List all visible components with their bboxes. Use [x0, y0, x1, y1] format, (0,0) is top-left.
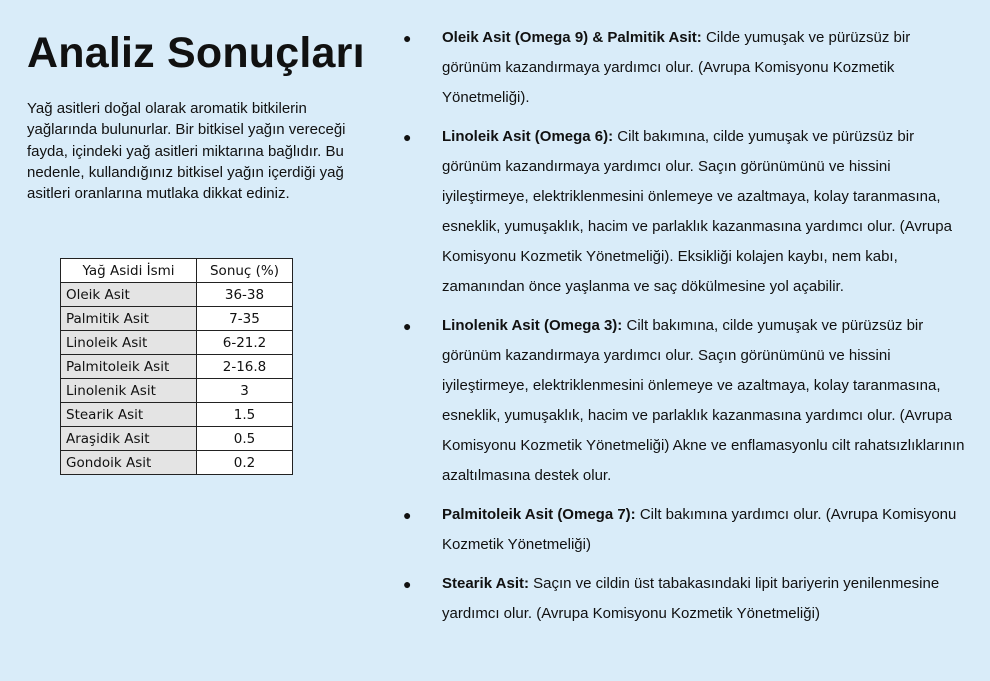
acid-name-cell: Araşidik Asit — [61, 427, 197, 451]
acid-description: Cilt bakımına, cilde yumuşak ve pürüzsüz bir görünüm kazandırmaya yardımcı olur. Saçın görünümünü ve hissini iyileştirmeye, elektriklenmesini önlemeye ve azaltmaya, kolay taranmasına, esneklik, yumuşaklık, hacim ve parlaklık kazanmasına yardımcı olur. (Avrupa Komisyonu Kozmetik Yönetmeliği) Akne ve enflamasyonlu cilt rahatsızlıklarının azaltılmasına destek olur. — [442, 317, 965, 484]
acid-term: Linoleik Asit (Omega 6): — [442, 128, 614, 145]
benefits-list — [403, 23, 973, 638]
bullet-icon: ● — [403, 30, 412, 46]
acid-name-cell: Gondoik Asit — [61, 451, 197, 475]
bullet-icon: ● — [403, 129, 412, 145]
list-item — [403, 23, 973, 113]
intro-paragraph: Yağ asitleri doğal olarak aromatik bitkilerin yağlarında bulunurlar. Bir bitkisel yağın vereceği fayda, içindeki yağ asitleri miktarına bağlıdır. Bu nedenle, kullandığınız bitkisel yağın içerdiği yağ asitleri oranlarına mutlaka dikkat ediniz. — [27, 100, 346, 203]
table-row — [61, 403, 293, 427]
list-item — [403, 311, 973, 491]
table-row — [61, 283, 293, 307]
table-row — [61, 331, 293, 355]
table-row — [61, 427, 293, 451]
list-item — [403, 569, 973, 629]
bullet-icon: ● — [403, 576, 412, 592]
acid-name-cell: Linoleik Asit — [61, 331, 197, 355]
table-row — [61, 451, 293, 475]
acid-value-cell: 6-21.2 — [197, 331, 293, 355]
acid-value-cell: 7-35 — [197, 307, 293, 331]
table-header-row — [61, 259, 293, 283]
list-item — [403, 500, 973, 560]
acid-description: Cilde yumuşak ve pürüzsüz bir görünüm kazandırmaya yardımcı olur. (Avrupa Komisyonu Kozmetik Yönetmeliği). — [442, 29, 911, 106]
acid-description: Saçın ve cildin üst tabakasındaki lipit bariyerin yenilenmesine yardımcı olur. (Avrupa Komisyonu Kozmetik Yönetmeliği) — [442, 575, 940, 622]
acid-name-cell: Stearik Asit — [61, 403, 197, 427]
acid-value-cell: 0.5 — [197, 427, 293, 451]
acid-term: Linolenik Asit (Omega 3): — [442, 317, 623, 334]
list-item — [403, 122, 973, 302]
acid-value-cell: 0.2 — [197, 451, 293, 475]
acid-description: Cilt bakımına yardımcı olur. (Avrupa Komisyonu Kozmetik Yönetmeliği) — [442, 506, 957, 553]
acid-name-cell: Palmitik Asit — [61, 307, 197, 331]
page-title: Analiz Sonuçları — [27, 29, 365, 77]
acid-name-cell: Linolenik Asit — [61, 379, 197, 403]
fatty-acid-table — [60, 258, 293, 475]
bullet-icon: ● — [403, 507, 412, 523]
acid-value-cell: 3 — [197, 379, 293, 403]
acid-value-cell: 1.5 — [197, 403, 293, 427]
table-row — [61, 355, 293, 379]
header-result: Sonuç (%) — [197, 259, 293, 283]
acid-name-cell: Palmitoleik Asit — [61, 355, 197, 379]
acid-description: Cilt bakımına, cilde yumuşak ve pürüzsüz bir görünüm kazandırmaya yardımcı olur. Saçın görünümünü ve hissini iyileştirmeye, elektriklenmesini önlemeye ve azaltmaya, kolay taranmasına, esneklik, yumuşaklık, hacim ve parlaklık kazanmasına yardımcı olur. (Avrupa Komisyonu Kozmetik Yönetmeliği). Eksikliği kolajen kaybı, nem kabı, zamanından önce yaşlanma ve saç dökülmesine yol açabilir. — [442, 128, 952, 295]
acid-name-cell: Oleik Asit — [61, 283, 197, 307]
header-acid-name: Yağ Asidi İsmi — [61, 259, 197, 283]
acid-term: Oleik Asit (Omega 9) & Palmitik Asit: — [442, 29, 702, 46]
acid-value-cell: 36-38 — [197, 283, 293, 307]
bullet-icon: ● — [403, 318, 412, 334]
acid-term: Stearik Asit: — [442, 575, 529, 592]
table-row — [61, 379, 293, 403]
acid-value-cell: 2-16.8 — [197, 355, 293, 379]
acid-term: Palmitoleik Asit (Omega 7): — [442, 506, 636, 523]
table-row — [61, 307, 293, 331]
